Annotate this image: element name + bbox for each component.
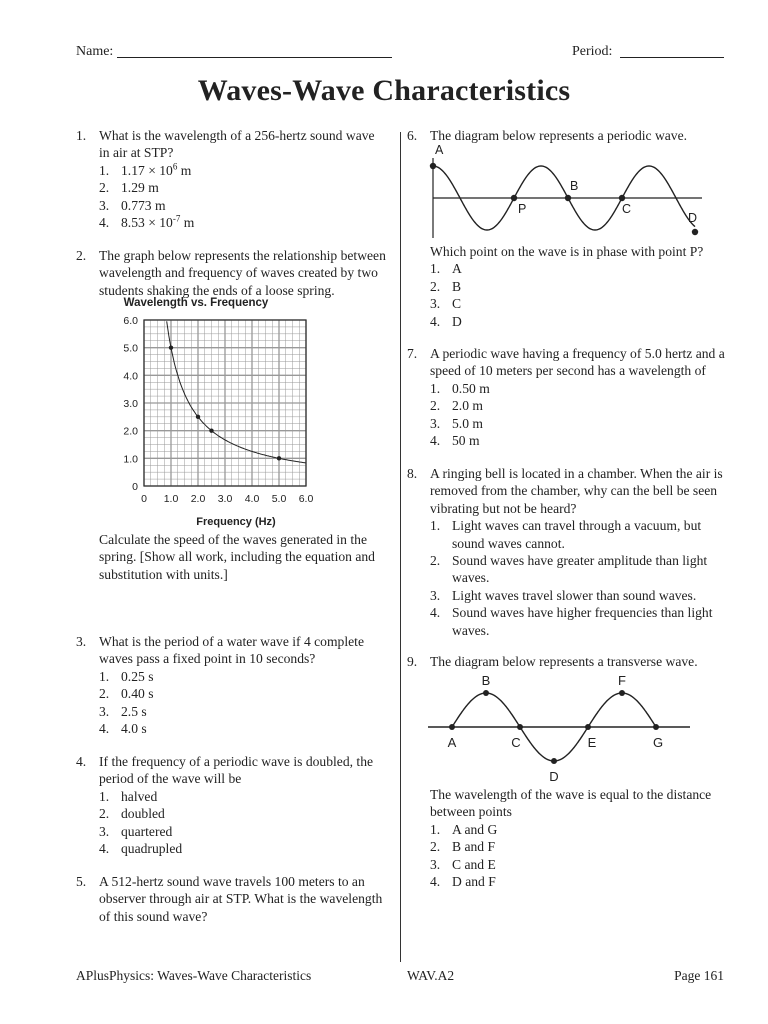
option-text: A xyxy=(452,261,462,277)
point-e-dot xyxy=(585,724,591,730)
x-tick-label: 1.0 xyxy=(163,493,179,505)
y-tick-label: 0 xyxy=(132,481,138,493)
point-b-dot xyxy=(565,195,571,201)
data-point xyxy=(196,415,200,419)
period-field[interactable] xyxy=(620,57,724,58)
chart-title: Wavelength vs. Frequency xyxy=(123,297,269,309)
q8-option-3 xyxy=(430,587,725,604)
question-9: 9. The diagram below represents a transverse wave. xyxy=(407,653,727,670)
point-c-dot xyxy=(619,195,625,201)
chart-grid xyxy=(144,320,306,486)
q8-option-2 xyxy=(430,552,725,587)
q3-option-3 xyxy=(99,703,386,720)
point-d-label: D xyxy=(688,211,698,225)
question-4-options xyxy=(99,788,386,858)
option-text: Sound waves have greater amplitude than light waves. xyxy=(452,553,708,586)
option-number: 2. xyxy=(430,398,441,414)
question-6: 6. The diagram below represents a periodic wave. xyxy=(407,127,727,144)
option-number: 2. xyxy=(430,839,441,855)
option-text: B xyxy=(452,278,462,294)
option-number: 3. xyxy=(99,197,110,213)
question-9-text: The diagram below represents a transverse wave. xyxy=(430,654,698,669)
q1-option-1 xyxy=(99,162,386,179)
option-text: D xyxy=(452,313,462,329)
y-tick-label: 1.0 xyxy=(123,453,138,466)
point-g-label: G xyxy=(652,735,664,750)
question-7-options xyxy=(430,380,729,450)
x-tick-label: 6.0 xyxy=(298,493,314,505)
option-number: 1. xyxy=(430,821,441,837)
option-number: 4. xyxy=(99,841,110,857)
option-number: 4. xyxy=(430,874,441,890)
option-number: 3. xyxy=(430,415,441,431)
point-d-label: D xyxy=(549,769,559,784)
option-text: 50 m xyxy=(452,433,480,449)
option-number: 3. xyxy=(430,587,441,603)
period-label: Period: xyxy=(572,44,613,59)
point-d-dot xyxy=(551,758,557,764)
q4-option-3 xyxy=(99,823,386,840)
option-number: 2. xyxy=(430,553,441,569)
point-b-label: B xyxy=(481,673,491,688)
q6-option-3 xyxy=(430,295,730,312)
point-p-label: P xyxy=(518,202,527,216)
question-1-options xyxy=(99,162,386,232)
question-9-question: The wavelength of the wave is equal to the distance between points xyxy=(430,787,712,820)
option-number: 3. xyxy=(430,296,441,312)
y-tick-label: 6.0 xyxy=(123,315,138,327)
option-text: 2.5 s xyxy=(121,703,147,719)
option-text: halved xyxy=(121,788,158,804)
option-number: 4. xyxy=(99,721,110,737)
x-tick-label: 4.0 xyxy=(244,493,260,505)
question-8: 8. A ringing bell is located in a chamber. When the air is removed from the chamber, why can the bell be seen vibrating but not be heard? 1. Light waves can travel through a vacuum, but sound waves cannot. 2. Sound waves have greater amplitude than light waves. 3. Light waves travel slower than sound waves. 4. Sound waves have higher frequencies than light waves. xyxy=(407,465,725,639)
y-tick-label: 4.0 xyxy=(123,370,138,383)
question-5: 5. A 512-hertz sound wave travels 100 meters to an observer through air at STP. What is the wavelength of this sound wave? xyxy=(76,873,396,925)
question-8-options xyxy=(430,517,725,639)
page-title: Waves-Wave Characteristics xyxy=(197,74,571,107)
option-text: Light waves travel slower than sound waves. xyxy=(452,587,697,603)
option-number: 4. xyxy=(430,313,441,329)
q4-option-4 xyxy=(99,840,386,857)
q8-option-1 xyxy=(430,517,725,552)
point-c-label: C xyxy=(622,202,632,216)
chart-x-label: Frequency (Hz) xyxy=(196,516,276,528)
option-number: 4. xyxy=(430,433,441,449)
point-d-dot xyxy=(692,229,698,235)
point-a-dot xyxy=(430,163,436,169)
footer-source: APlusPhysics: Waves-Wave Characteristics xyxy=(76,968,312,983)
q4-option-1 xyxy=(99,788,386,805)
q1-option-2 xyxy=(99,179,386,196)
option-number: 3. xyxy=(99,823,110,839)
point-a-label: A xyxy=(435,143,444,157)
option-text: Sound waves have higher frequencies than light waves. xyxy=(452,605,713,638)
option-number: 1. xyxy=(430,380,441,396)
question-7: 7. A periodic wave having a frequency of 5.0 hertz and a speed of 10 meters per second has a wavelength of 1. 0.50 m 2. 2.0 m 3. 5.0 m 4. 50 m xyxy=(407,345,729,449)
x-tick-label: 2.0 xyxy=(190,493,206,505)
q3-option-1 xyxy=(99,668,386,685)
option-text: C and E xyxy=(452,856,496,872)
option-number: 2. xyxy=(99,806,110,822)
option-number: 4. xyxy=(430,605,441,621)
transverse-wave-diagram xyxy=(420,668,710,788)
point-b-label: B xyxy=(570,179,579,193)
option-text: $1.17 \times 10^6$ m xyxy=(121,161,192,178)
data-point xyxy=(209,428,213,432)
question-8-text: A ringing bell is located in a chamber. When the air is removed from the chamber, why can the bell be seen vibrating but not be heard? xyxy=(430,466,723,516)
q8-option-4 xyxy=(430,604,725,639)
option-text: 2.0 m xyxy=(452,398,483,414)
question-2: 2. The graph below represents the relationship between wavelength and frequency of waves created by two students shaking the ends of a loose spring. xyxy=(76,248,386,298)
question-5-text: A 512-hertz sound wave travels 100 meters to an observer through air at STP. What is the wavelength of this sound wave? xyxy=(99,874,383,924)
option-number: 1. xyxy=(99,162,110,178)
question-9-choices xyxy=(430,786,730,890)
option-text: B and F xyxy=(452,839,496,855)
option-text: 0.25 s xyxy=(121,668,154,684)
option-number: 4. xyxy=(99,215,110,231)
q7-option-1 xyxy=(430,380,729,397)
x-tick-label: 0 xyxy=(141,493,147,505)
option-number: 2. xyxy=(430,278,441,294)
point-p-dot xyxy=(511,195,517,201)
option-number: 2. xyxy=(99,180,110,196)
question-2-text: The graph below represents the relationship between wavelength and frequency of waves created by two students shaking the ends of a loose spring. xyxy=(99,248,386,298)
q7-option-4 xyxy=(430,432,729,449)
question-3-text: What is the period of a water wave if 4 complete waves pass a fixed point in 10 seconds? xyxy=(99,634,364,667)
point-f-dot xyxy=(619,690,625,696)
option-text: 0.50 m xyxy=(452,380,490,396)
option-text: C xyxy=(452,296,462,312)
footer-page: Page 161 xyxy=(674,968,724,983)
option-text: doubled xyxy=(121,806,165,822)
option-number: 3. xyxy=(99,703,110,719)
point-a-dot xyxy=(449,724,455,730)
point-c-label: C xyxy=(511,735,521,750)
q1-option-3 xyxy=(99,197,386,214)
q9-option-2 xyxy=(430,838,730,855)
y-tick-label: 5.0 xyxy=(123,342,138,355)
point-c-dot xyxy=(517,724,523,730)
q1-option-4 xyxy=(99,214,386,231)
q3-option-4 xyxy=(99,720,386,737)
question-6-text: The diagram below represents a periodic wave. xyxy=(430,128,688,143)
q9-option-3 xyxy=(430,856,730,873)
option-text: A and G xyxy=(452,821,498,837)
option-text: 0.40 s xyxy=(121,686,154,702)
y-tick-label: 2.0 xyxy=(123,425,138,438)
point-f-label: F xyxy=(618,673,626,688)
point-b-dot xyxy=(483,690,489,696)
point-g-dot xyxy=(653,724,659,730)
question-1-text: What is the wavelength of a 256-hertz sound wave in air at STP? xyxy=(99,128,375,161)
option-number: 1. xyxy=(430,518,441,534)
question-3: 3. What is the period of a water wave if 4 complete waves pass a fixed point in 10 seconds? 1. 0.25 s 2. 0.40 s 3. 2.5 s 4. 4.0 s xyxy=(76,633,386,737)
q6-option-1 xyxy=(430,260,730,277)
q4-option-2 xyxy=(99,805,386,822)
q7-option-3 xyxy=(430,415,729,432)
question-3-options xyxy=(99,668,386,738)
x-tick-label: 5.0 xyxy=(271,493,287,505)
option-number: 3. xyxy=(430,856,441,872)
option-text: 5.0 m xyxy=(452,415,483,431)
option-text: 4.0 s xyxy=(121,721,147,737)
option-text: $8.53 \times 10^{-7}$ m xyxy=(121,213,195,231)
option-number: 1. xyxy=(99,668,110,684)
chart-curve xyxy=(167,321,306,463)
footer-code: WAV.A2 xyxy=(407,968,455,983)
option-text: Light waves can travel through a vacuum, but sound waves cannot. xyxy=(452,518,702,551)
data-point xyxy=(169,345,173,349)
q9-option-1 xyxy=(430,821,730,838)
q3-option-2 xyxy=(99,685,386,702)
q7-option-2 xyxy=(430,397,729,414)
point-e-label: E xyxy=(587,735,597,750)
option-number: 2. xyxy=(99,686,110,702)
periodic-wave-diagram xyxy=(420,140,710,240)
option-text: 1.29 m xyxy=(121,180,159,196)
name-field[interactable] xyxy=(117,57,392,58)
question-6-question: Which point on the wave is in phase with point P? xyxy=(430,244,704,259)
question-2-instructions: Calculate the speed of the waves generated in the spring. [Show all work, including the equation and substitution with units.] xyxy=(99,532,375,582)
data-point xyxy=(277,456,281,460)
point-a-label: A xyxy=(447,735,457,750)
wavelength-frequency-chart xyxy=(90,292,320,532)
x-tick-label: 3.0 xyxy=(217,493,233,505)
column-divider xyxy=(400,132,401,962)
question-9-options xyxy=(430,821,730,891)
name-label: Name: xyxy=(76,44,114,59)
q6-option-4 xyxy=(430,313,730,330)
question-4-text: If the frequency of a periodic wave is doubled, the period of the wave will be xyxy=(99,754,374,787)
option-text: 0.773 m xyxy=(121,197,166,213)
option-text: quartered xyxy=(121,823,173,839)
question-4: 4. If the frequency of a periodic wave is doubled, the period of the wave will be 1. halved 2. doubled 3. quartered 4. quadrupled xyxy=(76,753,386,857)
option-number: 1. xyxy=(430,261,441,277)
question-7-text: A periodic wave having a frequency of 5.0 hertz and a speed of 10 meters per second has a wavelength of xyxy=(430,346,725,379)
y-tick-label: 3.0 xyxy=(123,398,138,410)
option-text: D and F xyxy=(452,874,496,890)
question-6-choices xyxy=(430,243,730,330)
q9-option-4 xyxy=(430,873,730,890)
option-number: 1. xyxy=(99,788,110,804)
q6-option-2 xyxy=(430,278,730,295)
option-text: quadrupled xyxy=(121,841,183,857)
question-6-options xyxy=(430,260,730,330)
question-1: 1. What is the wavelength of a 256-hertz sound wave in air at STP? 1. $1.17 \times 10^6$ m 2. 1.29 m 3. 0.773 m 4. $8.53 \times 10^{-7}$ m xyxy=(76,127,386,231)
